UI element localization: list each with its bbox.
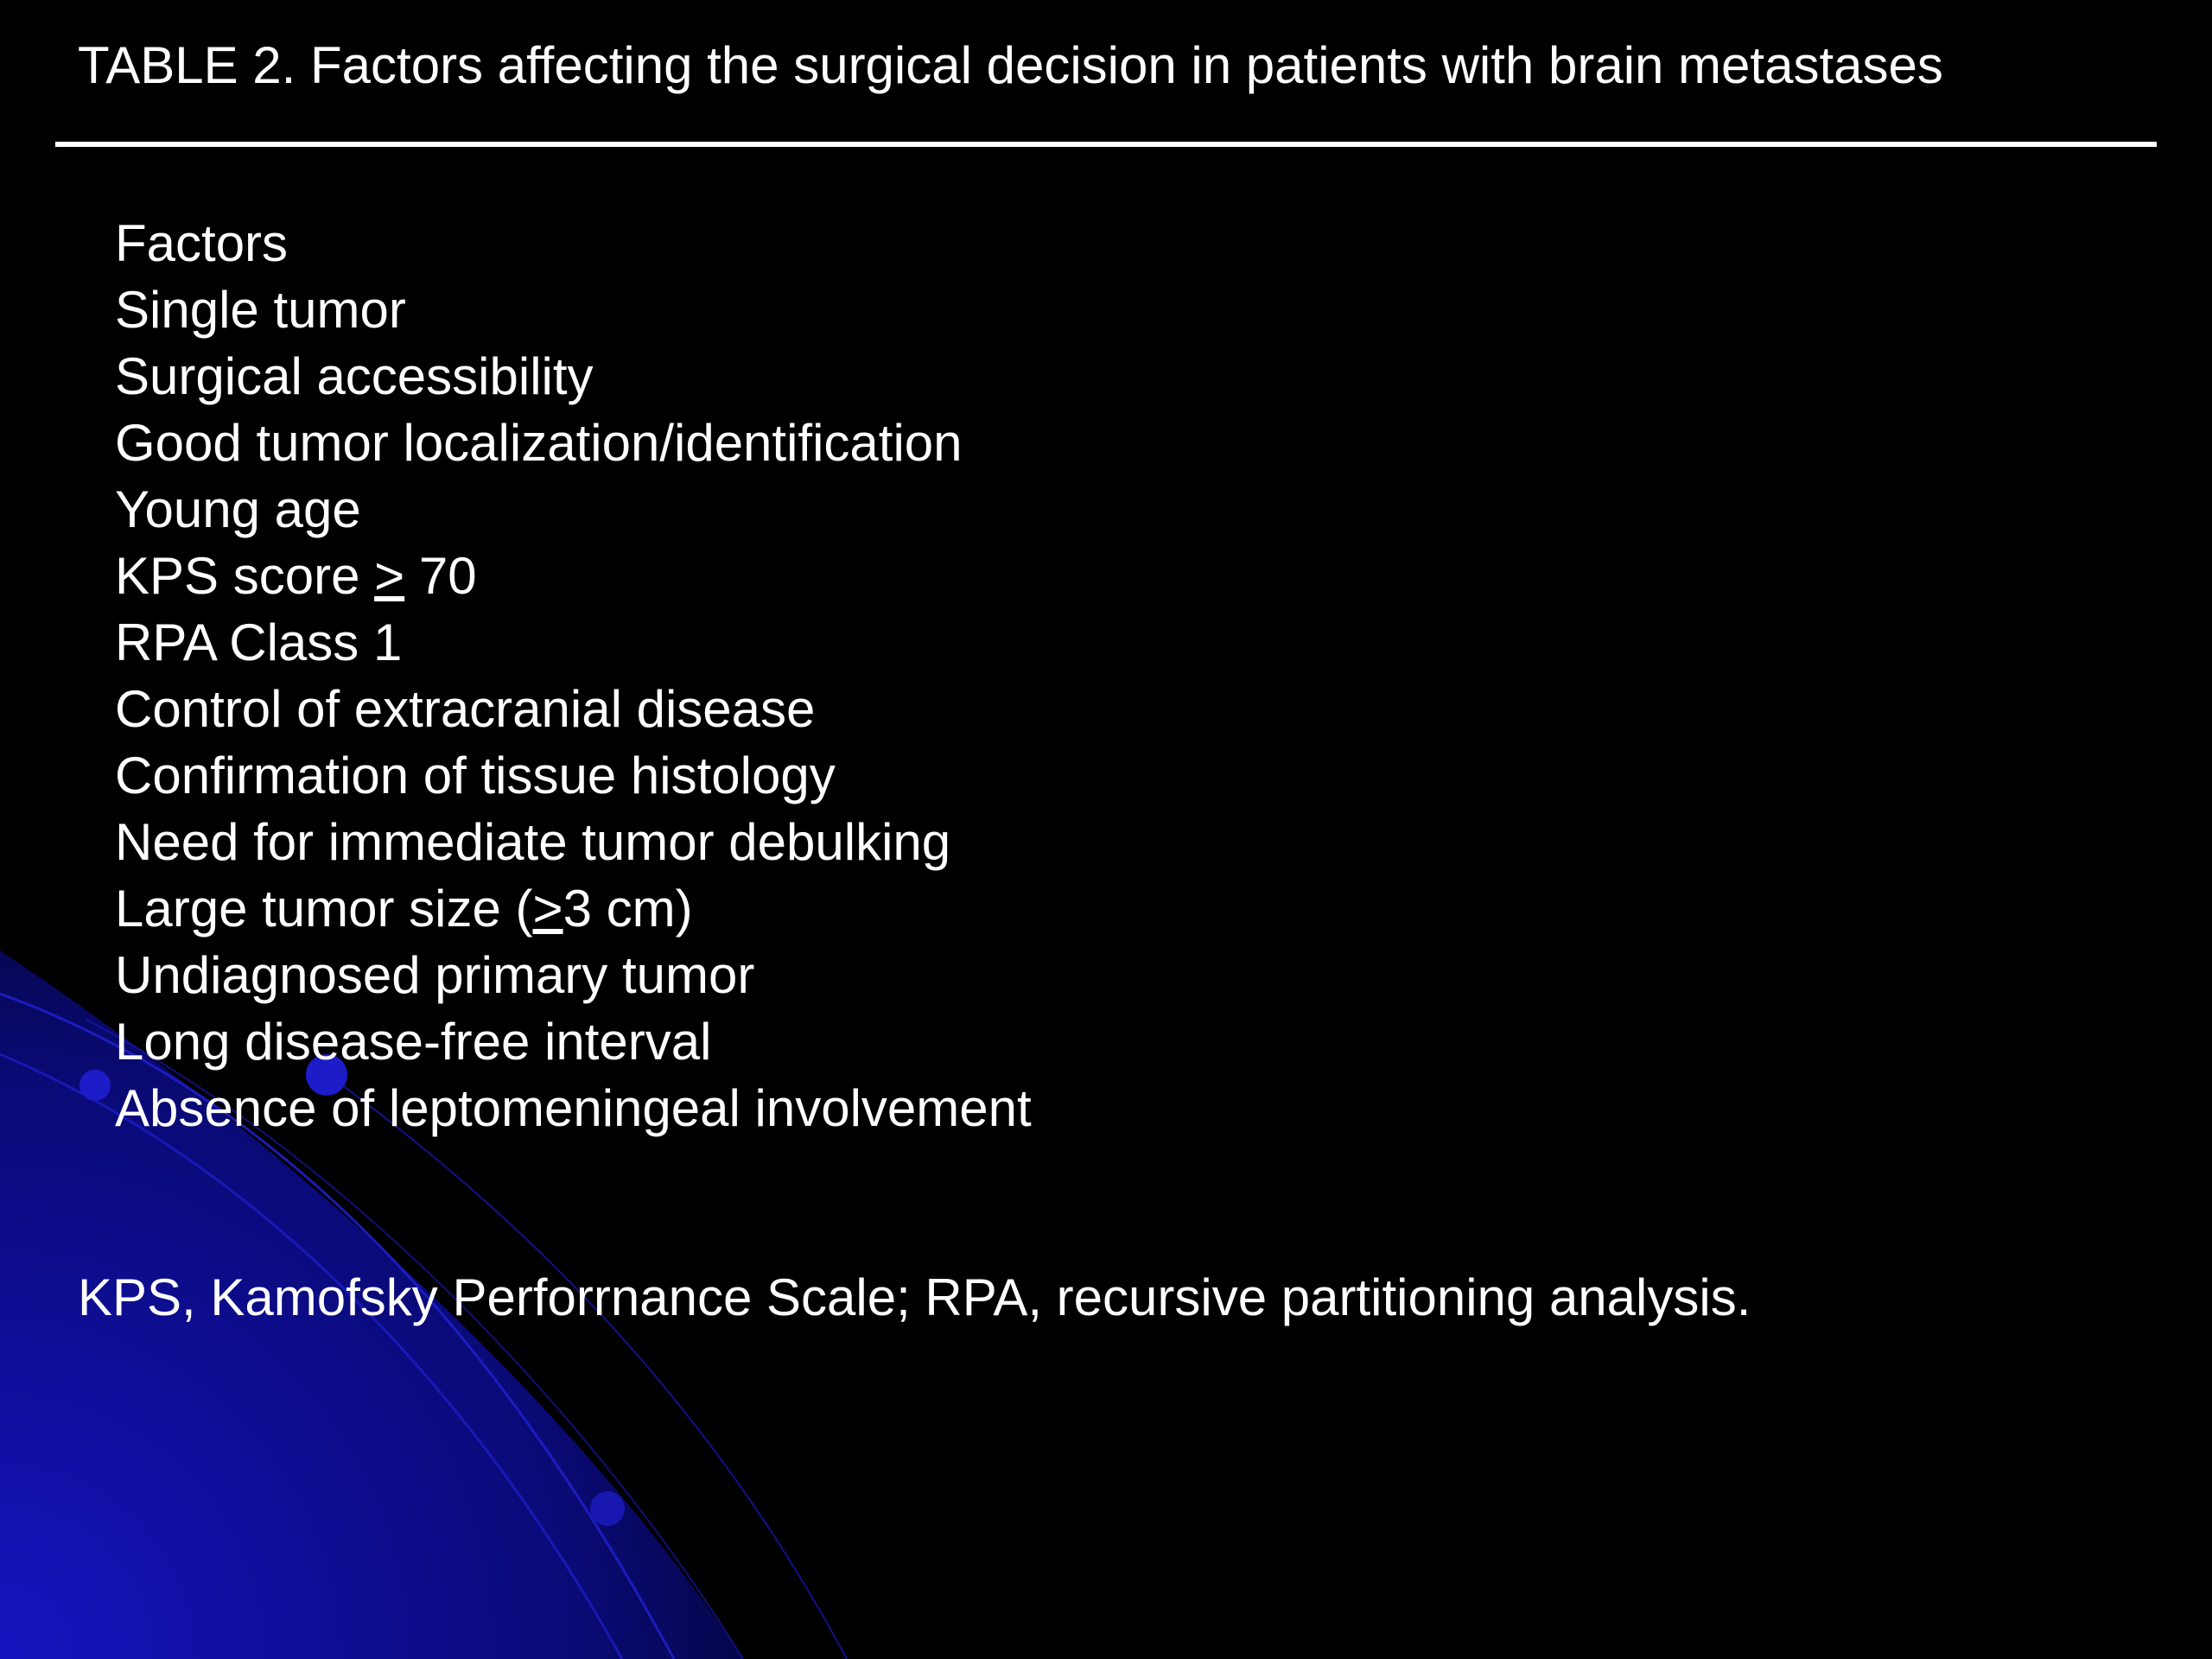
factor-item: Need for immediate tumor debulking [115,813,951,871]
table-title: TABLE 2. Factors affecting the surgical decision in patients with brain metastases [78,36,1943,94]
factor-item: Long disease-free interval [115,1013,712,1071]
background-dot [79,1070,111,1101]
factor-list-header: Factors [115,214,289,272]
factor-item: Absence of leptomeningeal involvement [115,1079,1032,1137]
kps-symbol: > [374,547,405,605]
tumor-size-symbol: > [532,880,563,938]
factor-item: Young age [115,480,361,538]
factor-item: Single tumor [115,281,406,339]
factor-item: Control of extracranial disease [115,680,816,738]
tumor-size-suffix: 3 cm) [563,880,693,938]
title-divider [55,142,2157,147]
factor-item-tumor-size [115,875,1032,942]
factor-item: Confirmation of tissue histology [115,747,836,804]
factor-item: Surgical accessibility [115,347,594,405]
factor-item: Undiagnosed primary tumor [115,946,755,1004]
table-footnote: KPS, Kamofsky Perforrnance Scale; RPA, recursive partitioning analysis. [78,1268,1751,1326]
kps-suffix: 70 [404,547,477,605]
factor-list [115,210,1032,1141]
kps-prefix: KPS score [115,547,375,605]
tumor-size-prefix: Large tumor size ( [115,880,533,938]
factor-item: Good tumor localization/identification [115,414,963,472]
factor-item: RPA Class 1 [115,613,403,671]
factor-item-kps [115,543,1032,609]
background-dot [590,1491,625,1526]
